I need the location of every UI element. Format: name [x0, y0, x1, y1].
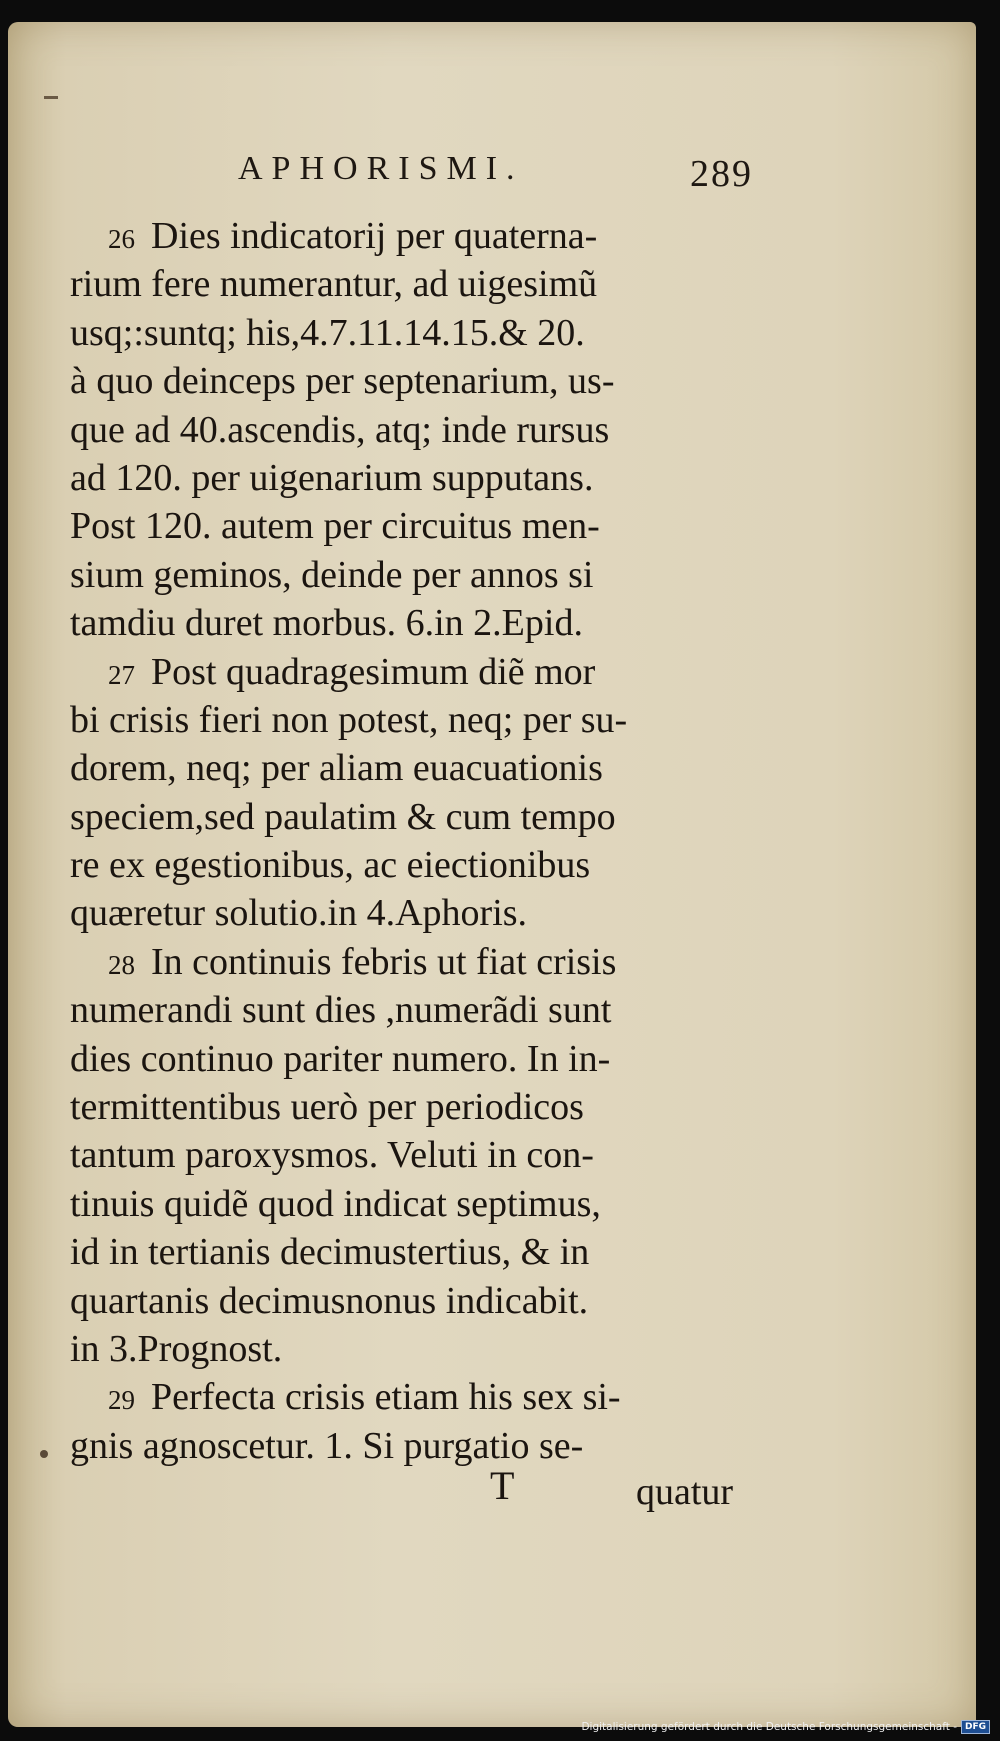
aphorism-number: 27: [108, 659, 135, 690]
margin-mark: [44, 96, 58, 99]
catchword: quatur: [636, 1471, 734, 1513]
text-line: 29 Perfecta crisis etiam his sex si-: [108, 1376, 621, 1419]
text-line: ad 120. per uigenarium supputans.: [70, 456, 594, 499]
text-line: dorem, neq; per aliam euacuationis: [70, 747, 603, 790]
page-header: [8, 150, 976, 198]
body-text: [70, 212, 770, 1470]
text-line: termittentibus uerò per periodicos: [70, 1086, 584, 1129]
text-line: 27 Post quadragesimum diẽ mor: [108, 650, 596, 693]
running-title: APHORISMI.: [238, 150, 524, 187]
aphorism-number: 28: [108, 949, 135, 980]
text-line: à quo deinceps per septenarium, us-: [70, 360, 615, 403]
text-line: tinuis quidẽ quod indicat septimus,: [70, 1182, 601, 1225]
text-line: tantum paroxysmos. Veluti in con-: [70, 1134, 594, 1177]
text-line: id in tertianis decimustertius, & in: [70, 1231, 590, 1274]
text-line: gnis agnoscetur. 1. Si purgatio se-: [70, 1424, 584, 1467]
text-line: Post 120. autem per circuitus men-: [70, 505, 600, 548]
text-line: in 3.Prognost.: [70, 1327, 283, 1370]
text-line: usq;:suntq; his,4.7.11.14.15.& 20.: [70, 311, 585, 354]
text-line: numerandi sunt dies ,numerãdi sunt: [70, 989, 612, 1032]
book-page: [8, 22, 976, 1727]
aphorism-number: 26: [108, 224, 135, 254]
text-line: 28 In continuis febris ut fiat crisis: [108, 940, 617, 983]
text-line: rium fere numerantur, ad uigesimũ: [70, 263, 598, 306]
signature-mark: T: [490, 1463, 515, 1508]
text-line: re ex egestionibus, ac eiectionibus: [70, 844, 591, 887]
digitization-credit: [581, 1719, 990, 1735]
margin-dot: [40, 1450, 48, 1458]
text-line: bi crisis fieri non potest, neq; per su-: [70, 698, 628, 741]
text-line: quæretur solutio.in 4.Aphoris.: [70, 892, 528, 935]
text-line: speciem,sed paulatim & cum tempo: [70, 795, 616, 838]
text-line: sium geminos, deinde per annos si: [70, 553, 594, 596]
text-line: 26 Dies indicatorij per quaterna-: [108, 215, 598, 257]
text-line: dies continuo pariter numero. In in-: [70, 1037, 611, 1080]
text-line: quartanis decimusnonus indicabit.: [70, 1279, 589, 1322]
dfg-logo: DFG: [961, 1720, 990, 1734]
text-line: que ad 40.ascendis, atq; inde rursus: [70, 408, 610, 451]
page-number: 289: [690, 153, 753, 195]
aphorism-number: 29: [108, 1385, 135, 1416]
page-footer: [8, 1462, 976, 1512]
text-line: tamdiu duret morbus. 6.in 2.Epid.: [70, 602, 583, 645]
credit-text: Digitalisierung gefördert durch die Deutsche Forschungsgemeinschaft -: [581, 1721, 957, 1733]
